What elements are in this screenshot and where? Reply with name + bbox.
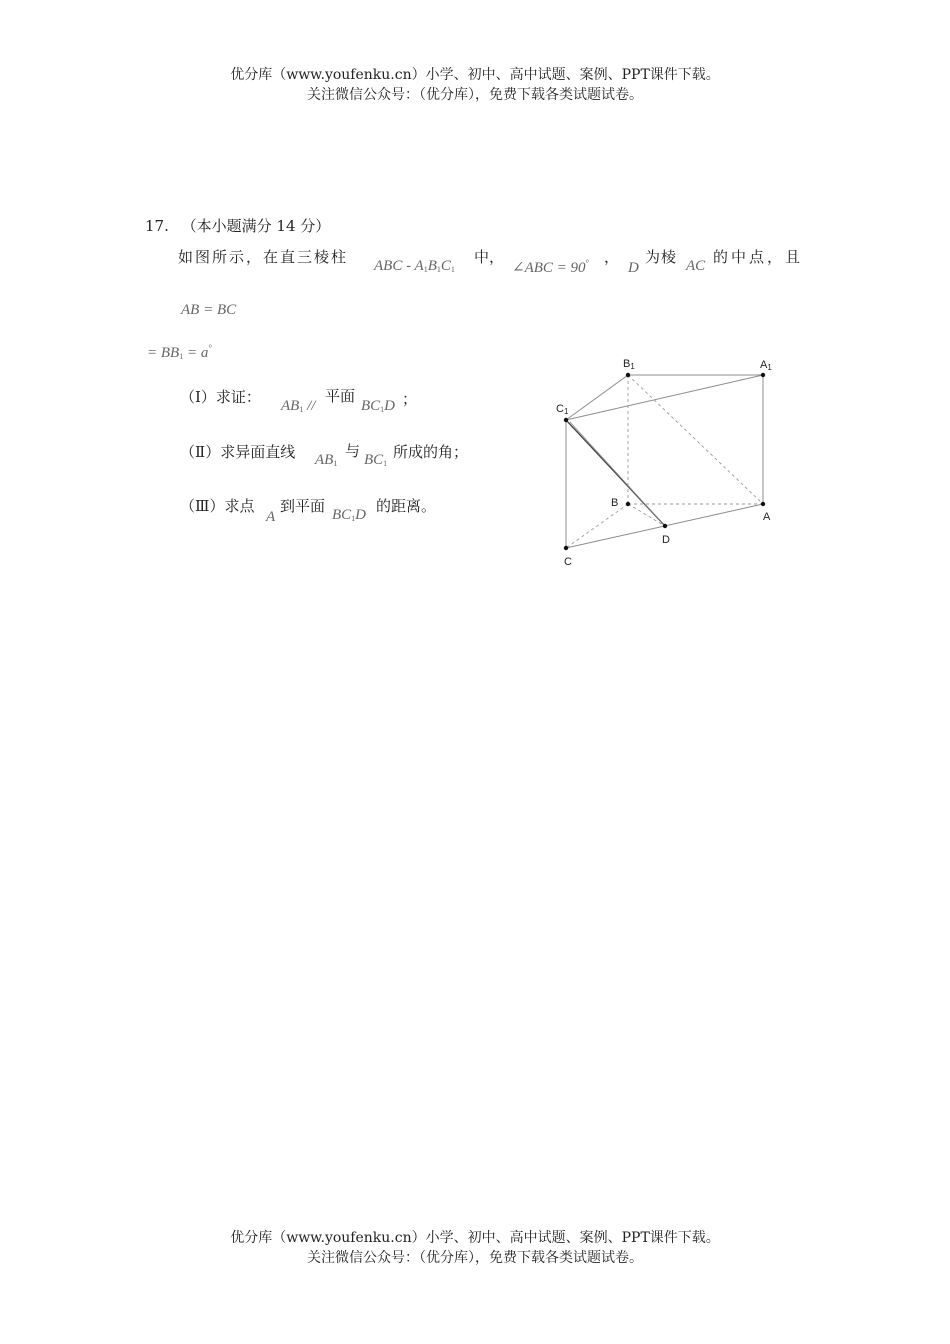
edge-c1-a1: [566, 375, 763, 420]
point-b1: [626, 373, 630, 377]
sub-1: 1: [179, 352, 184, 361]
point-c1: [564, 418, 568, 422]
zhong-text: 中，: [474, 248, 505, 266]
eq-a: = a: [183, 345, 209, 361]
label-b: B: [611, 497, 619, 509]
prism-expression: [374, 258, 455, 275]
part2-bc1: [364, 452, 387, 469]
prism-abc: ABC - A: [374, 258, 424, 274]
part2-bc: BC: [364, 452, 384, 468]
angle-expression: [512, 258, 589, 277]
edge-b-d-hidden: [628, 504, 665, 526]
wei-leng-text: 为棱: [645, 248, 678, 266]
part1-bc1d: [361, 398, 395, 415]
point-d: [663, 524, 667, 528]
problem-heading: [145, 215, 330, 236]
angle-abc: ∠ABC = 90: [512, 260, 586, 276]
eq-bb: = BB: [147, 345, 180, 361]
label-a1: A1: [760, 359, 772, 372]
sub-1: 1: [423, 265, 428, 274]
point-a: [761, 502, 765, 506]
header-line-1: 优分库（www.youfenku.cn）小学、初中、高中试题、案例、PPT课件下载。: [230, 67, 720, 83]
problem-number: 17.: [145, 217, 169, 235]
part2-ab1: [315, 452, 337, 469]
sub-1: 1: [351, 514, 356, 523]
score-note: （本小题满分 14 分）: [181, 217, 331, 235]
label-a: A: [763, 511, 771, 523]
point-d: D: [628, 260, 639, 276]
part3-bc1d: [332, 507, 366, 524]
part3-point-a: A: [266, 509, 276, 525]
sub-1: 1: [436, 265, 441, 274]
prism-b1: B: [427, 258, 437, 274]
label-c: C: [564, 556, 572, 568]
point-c: [564, 546, 568, 550]
point-b: [626, 502, 630, 506]
part3-bc: BC: [332, 507, 352, 523]
sub-1: 1: [380, 405, 385, 414]
parallel-sign: //: [303, 398, 316, 414]
part1-end: ；: [402, 390, 418, 408]
part3-label: （Ⅲ）求点: [180, 497, 255, 515]
part1-plane: 平面: [325, 387, 356, 405]
point-a1: [761, 373, 765, 377]
label-d: D: [662, 534, 670, 546]
comma: ，: [604, 248, 620, 266]
prism-figure: [540, 350, 800, 575]
part2-label: （Ⅱ）求异面直线: [180, 443, 296, 461]
part3-d: D: [355, 507, 367, 523]
sub-1: 1: [450, 265, 455, 274]
part1-label: （Ⅰ）求证：: [180, 388, 261, 406]
part2-end: 所成的角；: [393, 443, 469, 461]
ab-equals-bc: AB = BC: [181, 302, 237, 318]
part3-to-plane: 到平面: [280, 497, 326, 515]
header-line-2: 关注微信公众号：（优分库），免费下载各类试题试卷。: [307, 87, 643, 103]
edge-ac: AC: [686, 258, 706, 274]
sub-1: 1: [333, 459, 338, 468]
degree-sign: °: [585, 258, 590, 268]
part1-ab: AB: [281, 398, 300, 414]
sub-1: 1: [383, 459, 388, 468]
footer-line-1: 优分库（www.youfenku.cn）小学、初中、高中试题、案例、PPT课件下载。: [230, 1230, 720, 1246]
midpoint-text: 的中点，且: [713, 248, 804, 266]
prism-c1: C: [440, 258, 451, 274]
edge-c1-d-parallel: [570, 422, 665, 526]
label-b1: B1: [623, 358, 635, 371]
equals-bb1-a: [147, 343, 212, 362]
label-c1: C1: [556, 403, 569, 416]
part1-d: D: [384, 398, 396, 414]
part2-and: 与: [345, 442, 361, 460]
intro-text: 如图所示，在直三棱柱: [178, 248, 349, 266]
sub-1: 1: [299, 405, 304, 414]
part1-ab1: [281, 398, 315, 415]
part3-end: 的距离。: [376, 497, 437, 515]
edge-b1-a-hidden: [628, 375, 763, 504]
degree-sign: °: [208, 343, 212, 353]
part1-bc: BC: [361, 398, 381, 414]
part2-ab: AB: [315, 452, 334, 468]
footer-line-2: 关注微信公众号：（优分库），免费下载各类试题试卷。: [307, 1250, 643, 1266]
